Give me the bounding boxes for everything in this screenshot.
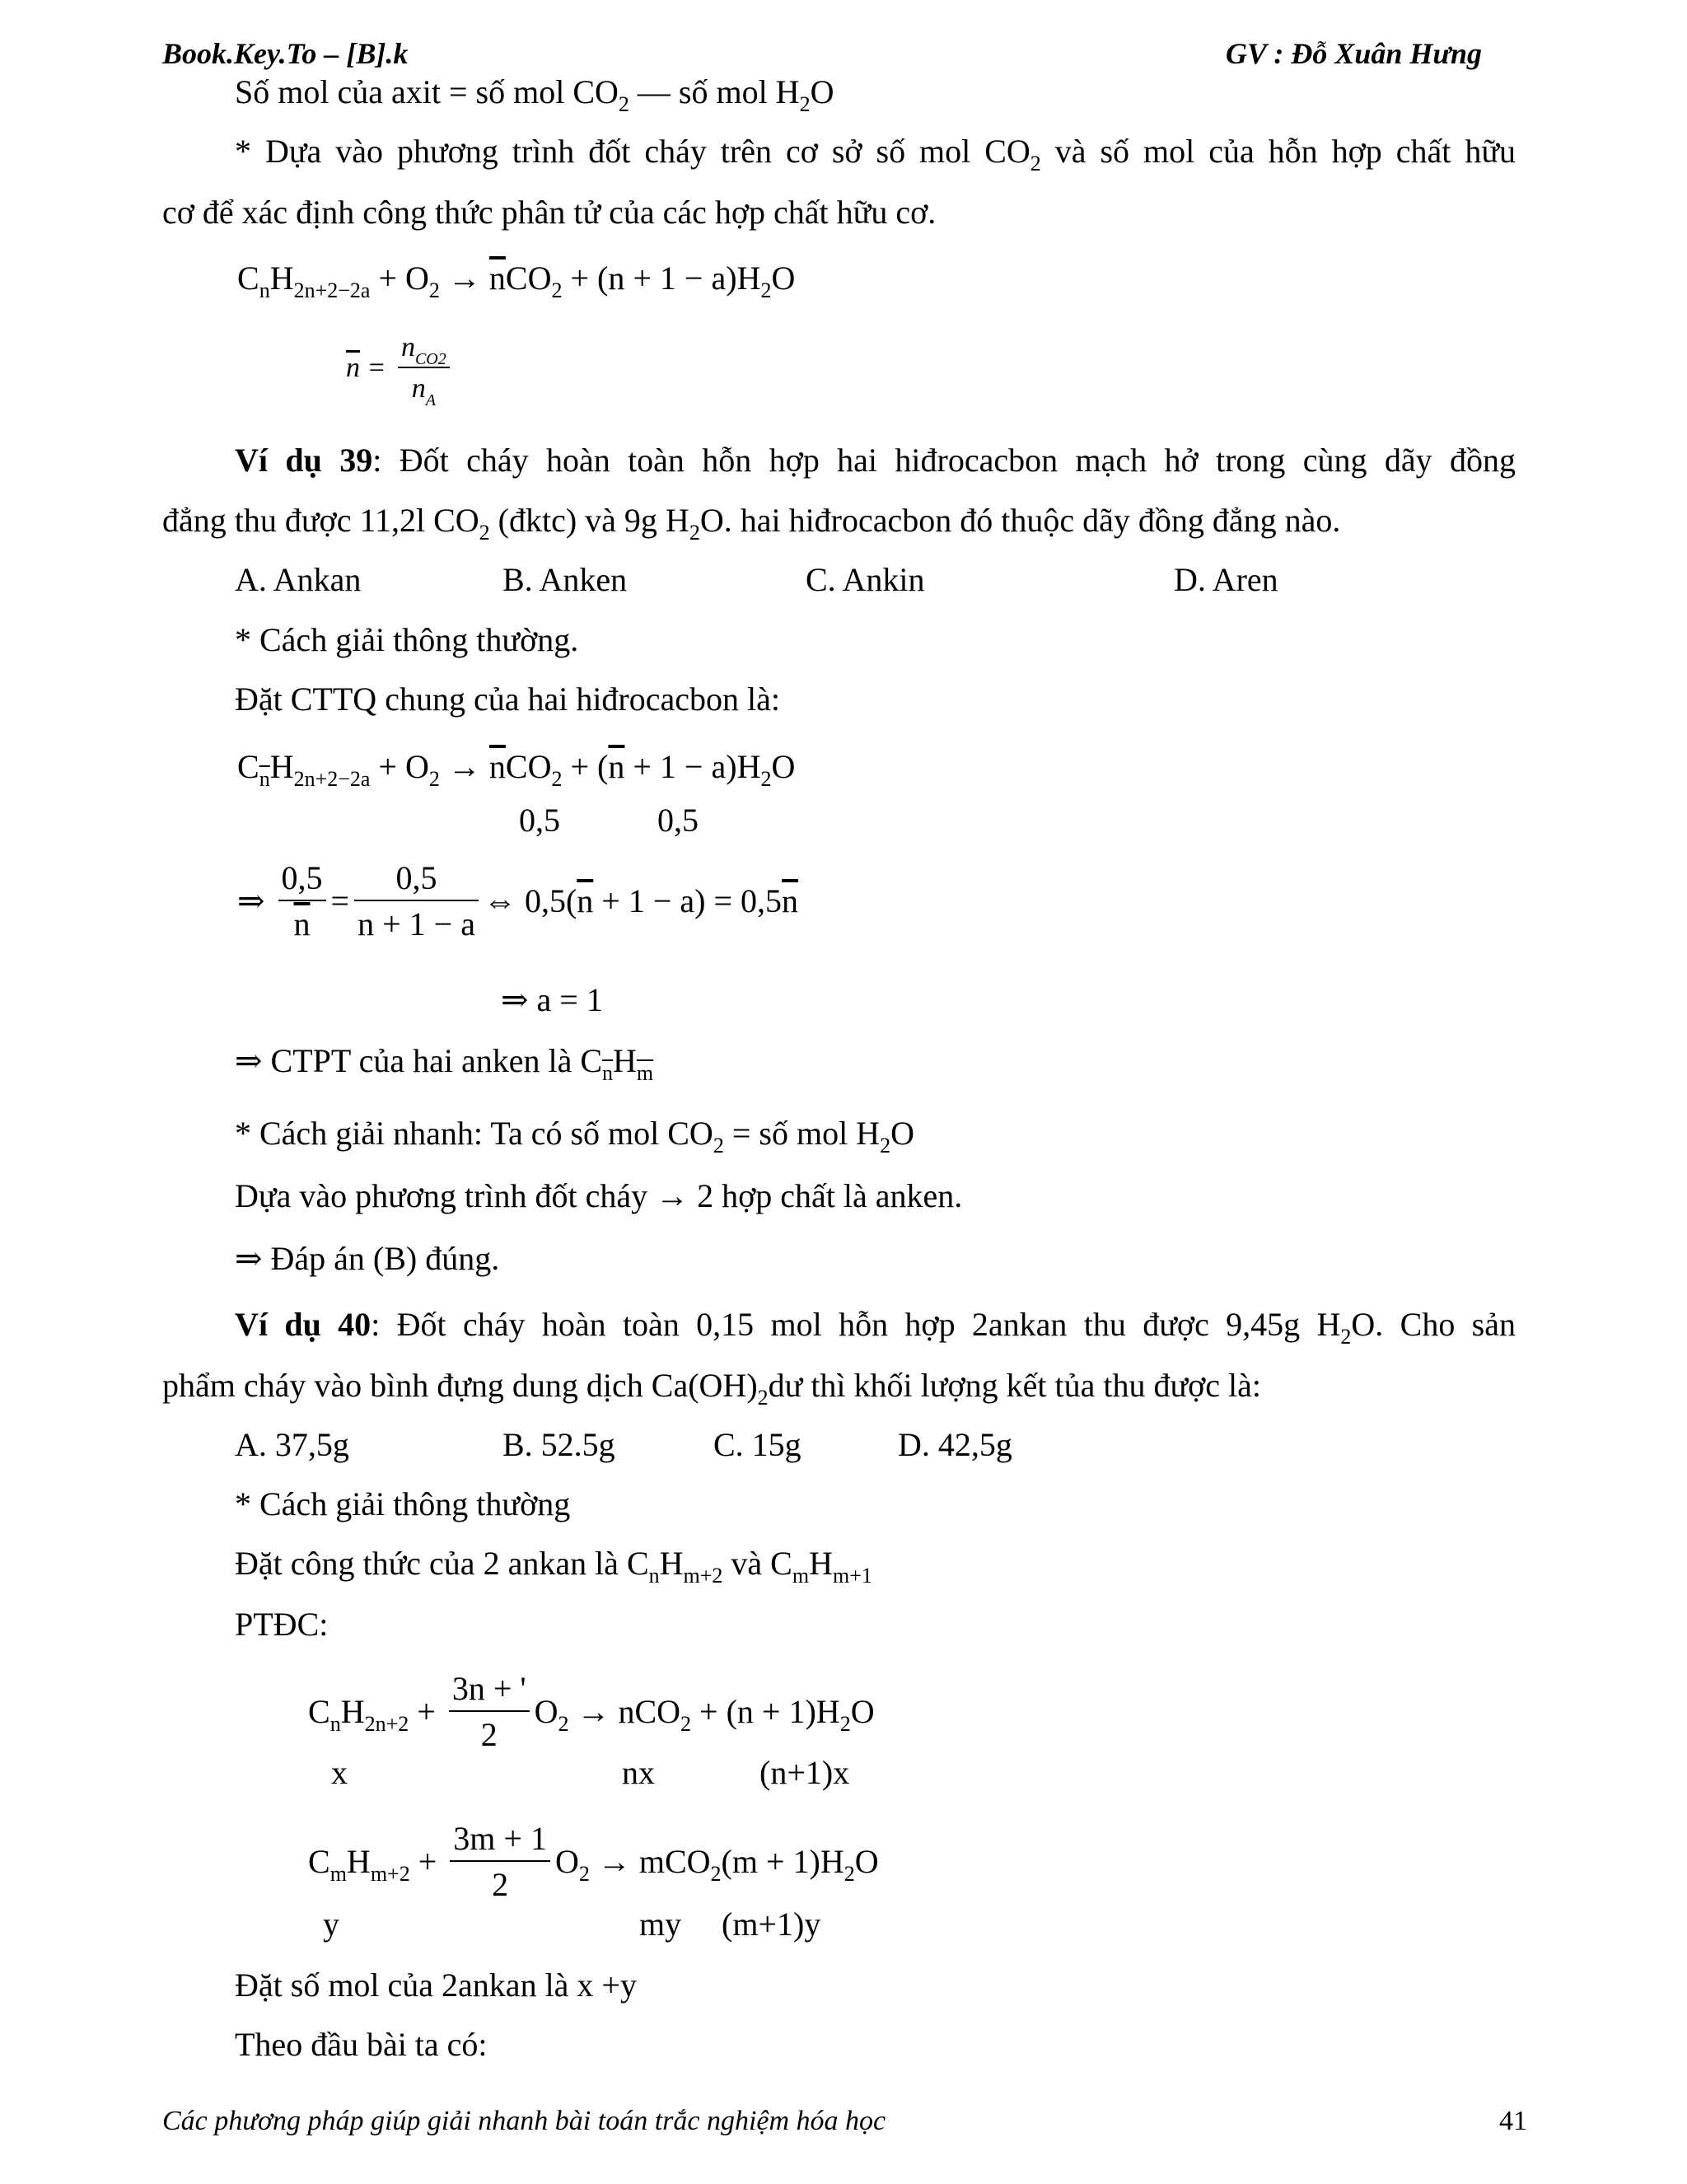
example-40-option-d: D. 42,5g xyxy=(898,1426,1012,1463)
example-39-ctpt: ⇒ CTPT của hai anken là $C_{\overline{n}}H_{\overline{m}}$ xyxy=(235,1042,654,1085)
example-40-set-formula: Đặt công thức của 2 ankan là $C_nH_{m+2}$ và $C_mH_{m+1}$ xyxy=(235,1545,872,1588)
example-40-method-normal: * Cách giải thông thường xyxy=(235,1485,571,1522)
example-40-option-b: B. 52.5g xyxy=(502,1426,615,1463)
example-40-line-1: Ví dụ 40: Đốt cháy hoàn toàn 0,15 mol hỗn hợp 2ankan thu được 9,45g $H_2O$. Cho sản xyxy=(235,1306,1516,1349)
footer-title: Các phương pháp giúp giải nhanh bài toán trắc nghiệm hóa học xyxy=(162,2106,886,2136)
example-40-r1-nx: nx xyxy=(622,1754,655,1791)
intro-line-3: cơ để xác định công thức phân tử của các hợp chất hữu cơ. xyxy=(162,194,937,231)
example-40-option-c: C. 15g xyxy=(713,1426,801,1463)
example-39-line-2: đẳng thu được 11,2l $CO_2$ (đktc) và 9g $H_2O$. hai hiđrocacbon đó thuộc dãy đồng đẳng nào. xyxy=(162,502,1341,545)
example-39-set-general: Đặt CTTQ chung của hai hiđrocacbon là: xyxy=(235,680,780,718)
header-left: Book.Key.To – [B].k xyxy=(162,37,409,70)
combustion-equation-general: $C_nH_{2n+2-2a} + O_2 \to \overline{n}CO_2 + (n + 1 - a)H_2O$ xyxy=(237,260,796,302)
example-39-a-result: ⇒ a = 1 xyxy=(501,981,603,1018)
example-39-mol-1: 0,5 xyxy=(519,802,560,839)
average-carbon-formula: $\overline{n}$ = $\frac{n_{CO2}}{n_A}$ xyxy=(346,334,455,403)
example-39-ratio-equation: ⇒ $\frac{0,5}{n}$ = $\frac{0,5}{n + 1 - a}$ ⇔ $0,5(\overline{n} + 1 - a) = 0,5\overline{n}$ xyxy=(237,859,799,942)
example-39-answer: ⇒ Đáp án (B) đúng. xyxy=(235,1240,500,1277)
example-39-equation: $C_{\overline{n}}H_{2n+2-2a} + O_2 \to \overline{n}CO_2 + (\overline{n} + 1 - a)H_2O$ xyxy=(237,748,796,791)
example-39-option-c: C. Ankin xyxy=(806,561,925,598)
example-39-mol-2: 0,5 xyxy=(657,802,699,839)
example-40-r2-my: my xyxy=(639,1906,682,1943)
example-39-option-a: A. Ankan xyxy=(235,561,362,598)
example-40-r2-m1y: (m+1)y xyxy=(722,1906,821,1943)
example-40-ptdc: PTĐC: xyxy=(235,1606,329,1643)
header-right: GV : Đỗ Xuân Hưng xyxy=(1226,37,1482,70)
example-39-option-b: B. Anken xyxy=(502,561,628,598)
intro-line-2: * Dựa vào phương trình đốt cháy trên cơ sở số mol $CO_2$ và số mol của hỗn hợp chất hữu xyxy=(235,133,1516,175)
example-39-quick-method: * Cách giải nhanh: Ta có số mol $CO_2$ = số mol $H_2O$ xyxy=(235,1115,914,1157)
example-40-reaction-1: $C_nH_{2n+2}$ + $\frac{3n + '}{2}$ $O_2 \to nCO_2 + (n + 1)H_2O$ xyxy=(308,1670,875,1753)
example-40-r1-x: x xyxy=(331,1754,348,1791)
intro-line-1: Số mol của axit = số mol $CO_2$ — số mol $H_2O$ xyxy=(235,73,834,116)
example-40-reaction-2: $C_mH_{m+2}$ + $\frac{3m + 1}{2}$ $O_2 \to mCO_2(m + 1)H_2O$ xyxy=(308,1820,879,1903)
example-40-r2-y: y xyxy=(323,1906,339,1943)
example-39-based-on: Dựa vào phương trình đốt cháy → 2 hợp chất là anken. xyxy=(235,1177,963,1214)
example-40-theo: Theo đầu bài ta có: xyxy=(235,2026,488,2063)
example-39-method-normal: * Cách giải thông thường. xyxy=(235,621,579,658)
page-number: 41 xyxy=(1499,2106,1527,2136)
example-40-set-mol: Đặt số mol của 2ankan là x +y xyxy=(235,1967,637,2004)
example-40-line-2: phẩm cháy vào bình đựng dung dịch $Ca(OH)_2dư$ thì khối lượng kết tủa thu được là: xyxy=(162,1367,1262,1410)
example-40-option-a: A. 37,5g xyxy=(235,1426,349,1463)
example-39-line-1: Ví dụ 39: Đốt cháy hoàn toàn hỗn hợp hai hiđrocacbon mạch hở trong cùng dãy đồng xyxy=(235,442,1516,479)
example-39-option-d: D. Aren xyxy=(1174,561,1278,598)
example-40-r1-n1x: (n+1)x xyxy=(759,1754,850,1791)
